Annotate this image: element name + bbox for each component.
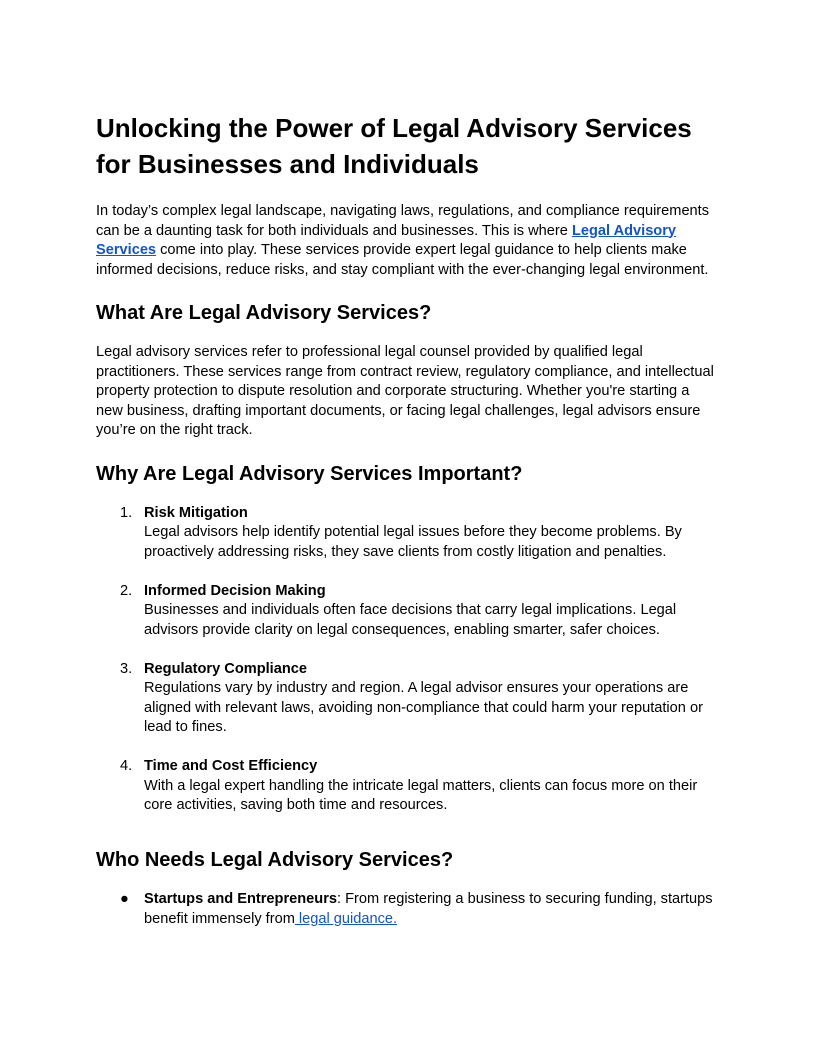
legal-advisory-services-link[interactable]: Legal Advisory Services [96,222,677,258]
list-item-text: : From registering a business to securing funding, startups benefit immensely from [144,891,713,927]
list-item-description: Businesses and individuals often face decisions that carry legal implications. Legal advisors provide clarity on legal consequences, enabling smarter, safer choices. [144,602,677,638]
list-number: 4. [120,758,133,774]
list-item [96,757,720,816]
list-item-description: Regulations vary by industry and region. A legal advisor ensures your operations are aligned with relevant laws, avoiding non-compliance that could harm your reputation or lead to fines. [144,680,703,735]
list-item-title: Time and Cost Efficiency [144,758,318,774]
list-number: 3. [120,660,133,677]
list-item-title: Startups and Entrepreneurs [144,891,338,907]
document-page [96,110,720,929]
list-item [96,890,720,929]
list-item-title: Informed Decision Making [144,582,326,599]
list-item [96,582,720,641]
intro-paragraph [96,202,720,280]
list-number: 1. [120,504,133,521]
list-item [96,660,720,738]
what-heading: What Are Legal Advisory Services? [96,302,432,324]
list-item [96,504,720,563]
intro-text-before: In today’s complex legal landscape, navigating laws, regulations, and compliance requirements can be a daunting task for both individuals and businesses. This is where [96,203,710,239]
list-item-description: With a legal expert handling the intricate legal matters, clients can focus more on their core activities, saving both time and resources. [144,777,698,813]
list-item-title: Regulatory Compliance [144,660,307,677]
reasons-list [96,504,720,816]
list-item-title: Risk Mitigation [144,504,248,521]
spacer [96,835,720,847]
list-item-description: Legal advisors help identify potential legal issues before they become problems. By proactively addressing risks, they save clients from costly litigation and penalties. [144,524,682,560]
who-list [96,890,720,929]
bullet-icon: ● [120,891,129,907]
document-title: Unlocking the Power of Legal Advisory Services for Businesses and Individuals [96,113,692,179]
intro-text-after: come into play. These services provide expert legal guidance to help clients make informed decisions, reduce risks, and stay compliant with the ever-changing legal environment. [96,242,709,278]
who-heading: Who Needs Legal Advisory Services? [96,849,454,871]
legal-guidance-link[interactable]: legal guidance. [294,910,398,927]
why-heading: Why Are Legal Advisory Services Important? [96,462,523,485]
what-paragraph: Legal advisory services refer to professional legal counsel provided by qualified legal practitioners. These services range from contract review, regulatory compliance, and intellectual property protection to dispute resolution and corporate structuring. Whether you're starting a new business, drafting important documents, or facing legal challenges, legal advisors ensure you’re on the right track. [96,344,714,438]
list-number: 2. [120,582,133,599]
